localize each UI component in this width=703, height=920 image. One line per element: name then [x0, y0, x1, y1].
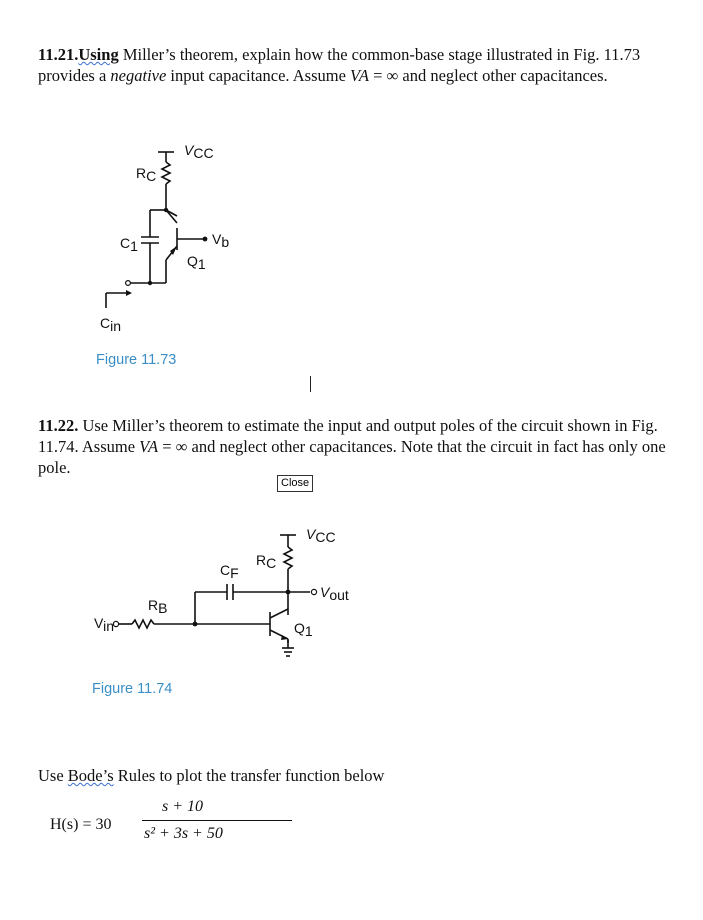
figure-11-73-circuit — [90, 138, 270, 338]
figure-11-74-caption: Figure 11.74 — [92, 681, 173, 697]
figure-11-74-circuit — [90, 515, 390, 645]
problem-number: 11.21. — [38, 45, 79, 64]
problem-text: Miller’s theorem, explain how the common-base stage illustrated in Fig. 11.73 provides a — [38, 45, 641, 85]
using-word: Using — [78, 45, 119, 64]
va-symbol: VA — [350, 66, 369, 85]
cin-label: Cin — [100, 315, 122, 334]
equation-numerator: s + 10 — [162, 798, 204, 815]
close-button[interactable]: Close — [277, 475, 313, 492]
q1-label: Q1 — [187, 253, 206, 272]
rc-label: RC — [256, 552, 277, 571]
fraction-bar — [142, 820, 292, 821]
bode-instruction — [38, 765, 668, 786]
rc-label: RC — [136, 165, 157, 184]
problem-text: input capacitance. Assume — [166, 66, 351, 85]
negative-word: negative — [110, 66, 167, 85]
q1-label: Q1 — [294, 620, 313, 639]
vb-label: Vb — [212, 231, 230, 250]
vcc-label: VCC — [184, 142, 214, 161]
problem-text: = ∞ and neglect other capacitances. — [368, 66, 608, 85]
problem-text: = ∞ and neglect other capacitances. Note that the circuit in fact has only one pole. — [38, 437, 666, 477]
equation-lhs: H(s) = 30 — [50, 816, 112, 833]
vin-label: Vin — [94, 615, 114, 634]
va-symbol: VA — [139, 437, 159, 456]
bode-text: Use — [38, 766, 68, 785]
problem-text: Use Miller’s theorem to estimate the input and output poles of the circuit shown in Fig. 11.74. Assume — [38, 416, 658, 456]
problem-11-22 — [38, 415, 668, 478]
figure-11-73-caption: Figure 11.73 — [96, 352, 177, 368]
text-cursor — [310, 376, 311, 392]
equation-denominator: s² + 3s + 50 — [144, 825, 223, 842]
ground-icon — [280, 640, 296, 662]
c1-label: C1 — [120, 235, 138, 254]
bode-text: Rules to plot the transfer function below — [113, 766, 385, 785]
vcc-label: VCC — [306, 526, 336, 545]
bode-word: Bode’s — [67, 766, 114, 785]
cf-label: CF — [220, 562, 239, 581]
problem-number: 11.22. — [38, 416, 79, 435]
problem-11-21 — [38, 44, 668, 86]
vout-label: Vout — [320, 584, 349, 603]
rb-label: RB — [148, 597, 168, 616]
